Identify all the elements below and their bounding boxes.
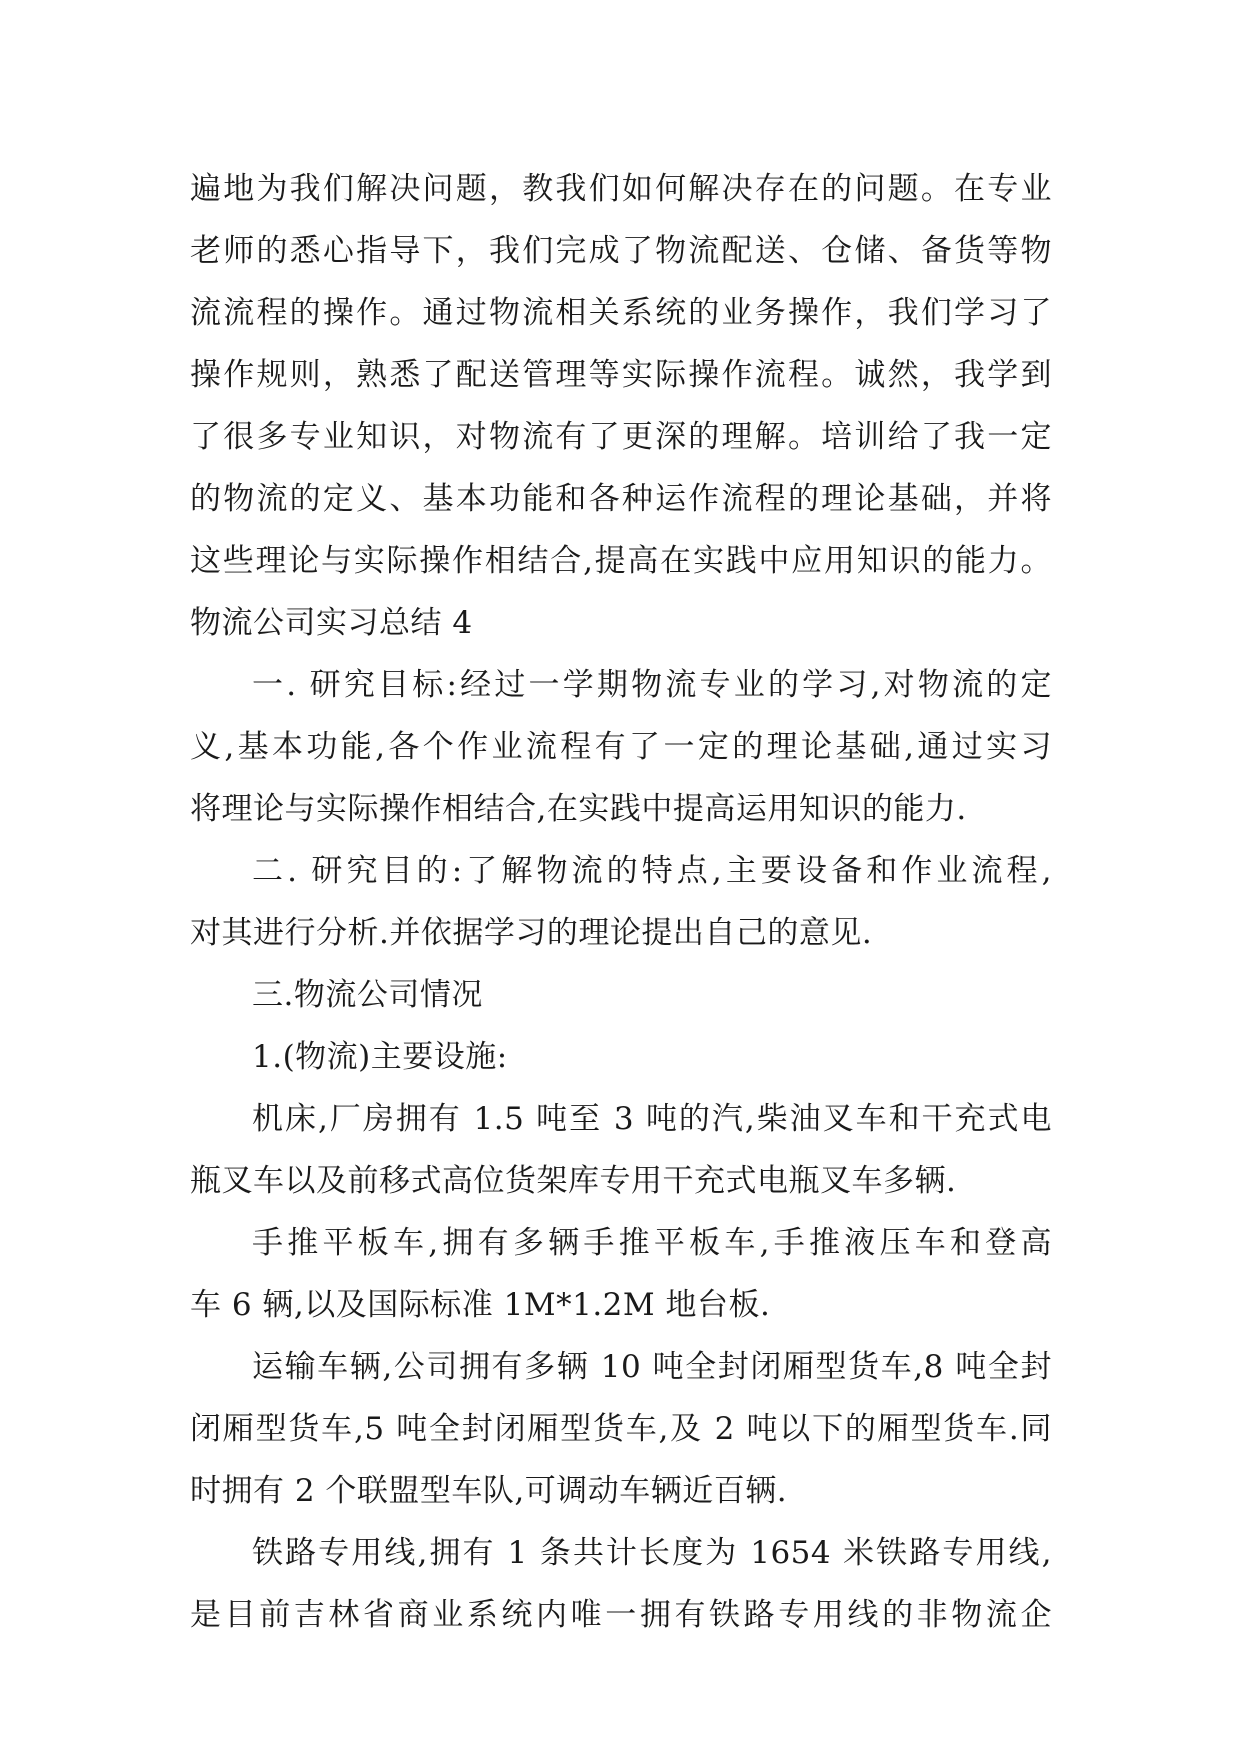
text-line: 流流程的操作。通过物流相关系统的业务操作，我们学习了	[190, 295, 1052, 331]
text-line: 老师的悉心指导下，我们完成了物流配送、仓储、备货等物	[190, 233, 1052, 269]
text-line: 手推平板车,拥有多辆手推平板车,手推液压车和登高	[252, 1225, 1052, 1261]
text-line: 的物流的定义、基本功能和各种运作流程的理论基础，并将	[190, 481, 1052, 517]
text-line: 将理论与实际操作相结合,在实践中提高运用知识的能力.	[190, 791, 967, 827]
text-line: 时拥有 2 个联盟型车队,可调动车辆近百辆.	[190, 1473, 788, 1509]
text-line: 了很多专业知识，对物流有了更深的理解。培训给了我一定	[190, 419, 1052, 455]
text-line: 二. 研究目的:了解物流的特点,主要设备和作业流程,	[252, 853, 1052, 889]
document-body	[190, 158, 1052, 1646]
text-line: 闭厢型货车,5 吨全封闭厢型货车,及 2 吨以下的厢型货车.同	[190, 1411, 1052, 1447]
text-line: 三.物流公司情况	[252, 977, 483, 1013]
text-line: 铁路专用线,拥有 1 条共计长度为 1654 米铁路专用线,	[252, 1535, 1052, 1571]
text-line: 车 6 辆,以及国际标准 1M*1.2M 地台板.	[190, 1287, 771, 1323]
text-line: 遍地为我们解决问题，教我们如何解决存在的问题。在专业	[190, 171, 1052, 207]
section-heading: 物流公司实习总结 4	[190, 605, 473, 641]
text-line: 瓶叉车以及前移式高位货架库专用干充式电瓶叉车多辆.	[190, 1163, 957, 1199]
text-line: 运输车辆,公司拥有多辆 10 吨全封闭厢型货车,8 吨全封	[252, 1349, 1052, 1385]
text-line: 义,基本功能,各个作业流程有了一定的理论基础,通过实习	[190, 729, 1052, 765]
text-line: 机床,厂房拥有 1.5 吨至 3 吨的汽,柴油叉车和干充式电	[252, 1101, 1052, 1137]
text-line: 对其进行分析.并依据学习的理论提出自己的意见.	[190, 915, 873, 951]
text-line: 是目前吉林省商业系统内唯一拥有铁路专用线的非物流企	[190, 1597, 1052, 1633]
text-line: 1.(物流)主要设施:	[252, 1039, 508, 1075]
text-line: 操作规则，熟悉了配送管理等实际操作流程。诚然，我学到	[190, 357, 1052, 393]
text-line: 这些理论与实际操作相结合,提高在实践中应用知识的能力。	[190, 543, 1052, 579]
text-line: 一. 研究目标:经过一学期物流专业的学习,对物流的定	[252, 667, 1052, 703]
